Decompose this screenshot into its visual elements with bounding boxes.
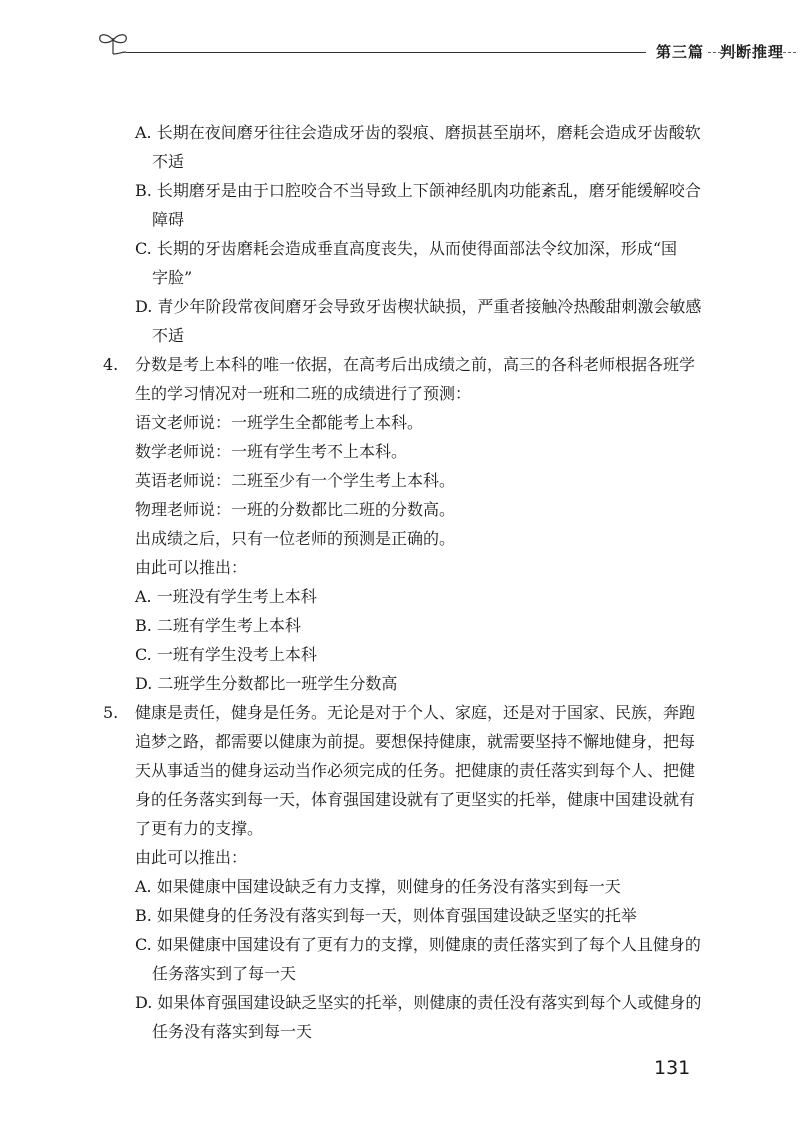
question-5-stem-text-1: 健康是责任，健身是任务。无论是对于个人、家庭，还是对于国家、民族，奔跑 bbox=[135, 703, 696, 722]
question-5-stem-line-1 bbox=[103, 698, 800, 727]
option-a-line-1: A. 长期在夜间磨牙往往会造成牙齿的裂痕、磨损甚至崩坏，磨耗会造成牙齿酸软 bbox=[135, 123, 701, 142]
question-4-option-d: D. 二班学生分数都比一班学生分数高 bbox=[135, 674, 398, 693]
page-content bbox=[0, 118, 800, 1046]
question-5-option-c-line-1: C. 如果健康中国建设有了更有力的支撑，则健康的责任落实到了每个人且健身的 bbox=[135, 935, 701, 954]
question-5-stem-line-5: 了更有力的支撑。 bbox=[135, 819, 264, 838]
header-rule-right bbox=[708, 52, 796, 53]
question-5-option-b: B. 如果健身的任务没有落实到每一天，则体育强国建设缺乏坚实的托举 bbox=[135, 906, 637, 925]
question-4-statement: 英语老师说：二班至少有一个学生考上本科。 bbox=[135, 471, 456, 490]
question-4 bbox=[0, 350, 800, 698]
option-d-line-2: 不适 bbox=[152, 326, 185, 345]
question-4-stem-text-1: 分数是考上本科的唯一依据，在高考后出成绩之前，高三的各科老师根据各班学 bbox=[135, 355, 696, 374]
question-5-option-c-line-2: 任务落实到了每一天 bbox=[152, 964, 297, 983]
sprout-icon bbox=[96, 28, 130, 58]
question-4-option-b: B. 二班有学生考上本科 bbox=[135, 616, 301, 635]
option-b-line-2: 障碍 bbox=[152, 210, 185, 229]
header-rule-left bbox=[126, 52, 646, 53]
question-4-statement: 语文老师说：一班学生全都能考上本科。 bbox=[135, 413, 424, 432]
question-5 bbox=[0, 698, 800, 1046]
question-5-number: 5. bbox=[103, 703, 119, 722]
question-4-prompt: 由此可以推出： bbox=[135, 558, 248, 577]
question-3-options bbox=[0, 118, 800, 350]
question-4-option-a: A. 一班没有学生考上本科 bbox=[135, 587, 317, 606]
option-a-line-2: 不适 bbox=[152, 152, 185, 171]
question-4-statement: 数学老师说：一班有学生考不上本科。 bbox=[135, 442, 408, 461]
question-5-option-d-line-2: 任务没有落实到每一天 bbox=[152, 1022, 313, 1041]
page-header bbox=[96, 28, 796, 68]
question-4-stem-line-1 bbox=[103, 350, 800, 379]
question-5-stem-line-3: 天从事适当的健身运动当作必须完成的任务。把健康的责任落实到每个人、把健 bbox=[135, 761, 696, 780]
question-4-option-c: C. 一班有学生没考上本科 bbox=[135, 645, 317, 664]
question-5-option-a: A. 如果健康中国建设缺乏有力支撑，则健身的任务没有落实到每一天 bbox=[135, 877, 621, 896]
page-number: 131 bbox=[654, 1057, 691, 1079]
question-4-statement: 物理老师说：一班的分数都比二班的分数高。 bbox=[135, 500, 456, 519]
question-5-stem-line-4: 身的任务落实到每一天，体育强国建设就有了更坚实的托举，健康中国建设就有 bbox=[135, 790, 696, 809]
question-5-option-d-line-1: D. 如果体育强国建设缺乏坚实的托举，则健康的责任没有落实到每个人或健身的 bbox=[135, 993, 702, 1012]
question-5-prompt: 由此可以推出： bbox=[135, 848, 248, 867]
question-4-number: 4. bbox=[103, 355, 119, 374]
option-d-line-1: D. 青少年阶段常夜间磨牙会导致牙齿楔状缺损，严重者接触冷热酸甜刺激会敏感 bbox=[135, 297, 702, 316]
option-c-line-1: C. 长期的牙齿磨耗会造成垂直高度丧失，从而使得面部法令纹加深，形成“国 bbox=[135, 239, 678, 258]
question-5-stem-line-2: 追梦之路，都需要以健康为前提。要想保持健康，就需要坚持不懈地健身，把每 bbox=[135, 732, 696, 751]
option-c-line-2: 字脸” bbox=[152, 268, 193, 287]
section-title: 第三篇 判断推理 bbox=[656, 43, 785, 61]
option-b-line-1: B. 长期磨牙是由于口腔咬合不当导致上下颌神经肌肉功能紊乱，磨牙能缓解咬合 bbox=[135, 181, 701, 200]
question-4-statement: 出成绩之后，只有一位老师的预测是正确的。 bbox=[135, 529, 456, 548]
question-4-stem-line-2: 生的学习情况对一班和二班的成绩进行了预测： bbox=[135, 384, 472, 403]
